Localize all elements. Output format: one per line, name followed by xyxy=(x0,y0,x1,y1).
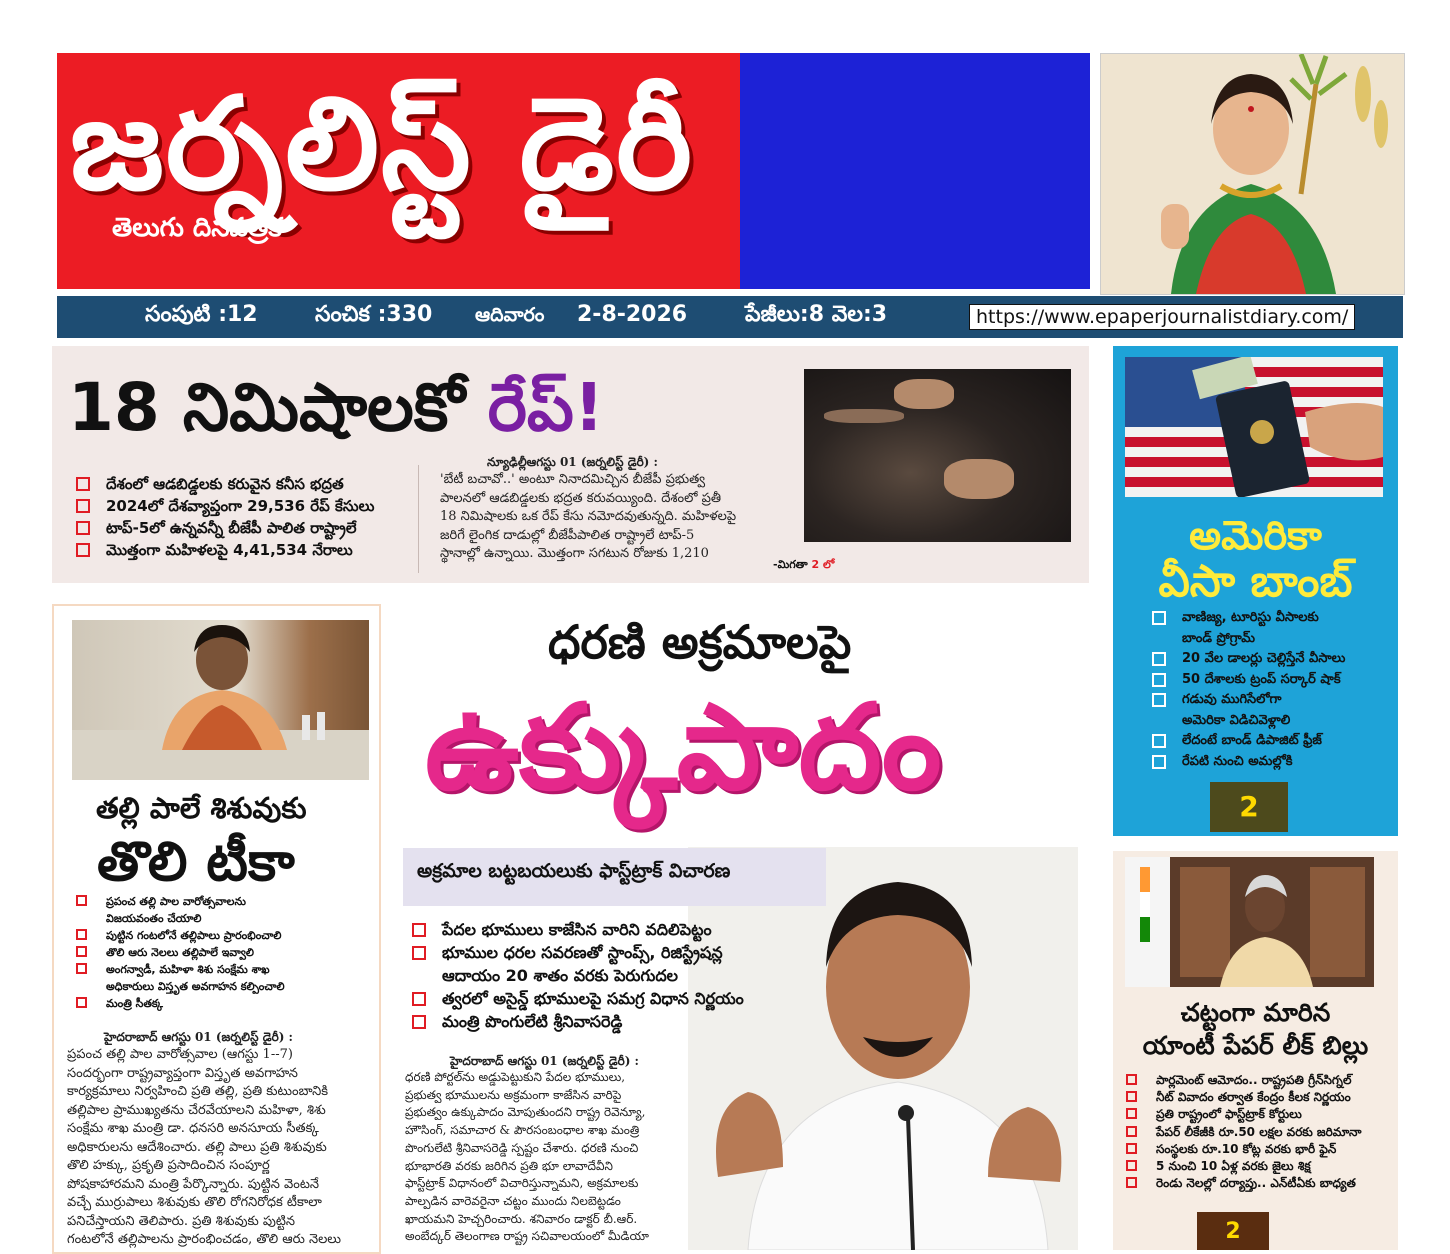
continued-note: -మిగతా 2 లో xyxy=(773,558,835,571)
visa-photo xyxy=(1125,357,1383,497)
list-item: అమెరికా విడిచివెళ్లాలి xyxy=(1182,712,1291,728)
issue-info-strip xyxy=(57,296,1403,338)
left-story-kicker: తల్లి పాలే శిశువుకు xyxy=(96,791,307,825)
sub-banner-text: అక్రమాల బట్టబయలుకు ఫాస్ట్‌ట్రాక్ విచారణ xyxy=(417,860,731,882)
list-item: రేపటి నుంచి అమల్లోకి xyxy=(1148,752,1345,773)
list-item: అంగన్వాడీ, మహిళా శిశు సంక్షేమ శాఖ xyxy=(72,961,285,978)
visa-page-badge: 2 xyxy=(1210,782,1288,832)
list-item: సంస్థలకు రూ.10 కోట్ల వరకు భారీ ఫైన్ xyxy=(1122,1141,1361,1158)
list-item: టాప్-5లో ఉన్నవన్నీ బీజేపీ పాలిత రాష్ట్రాలే xyxy=(72,517,374,539)
bullet-box-icon xyxy=(1152,611,1166,625)
list-item: 5 నుంచి 10 ఏళ్ల వరకు జైలు శిక్ష xyxy=(1122,1158,1361,1175)
top-story-body: 'బేటీ బచావో..' అంటూ నినాదమిచ్చిన బీజేపీ ప్రభుత్వ పాలనలో ఆడబిడ్డలకు భద్రత కరువయ్యింది. దేశంలో ప్రతీ 18 నిమిషాలకు ఒక రేప్ కేసు నమోదవుతున్నది. మహిళలపై జరిగే లైంగిక దాడుల్లో బీజేపీపాలిత రాష్ట్రాలే టాప్-5 స్థానాల్లో ఉన్నాయి. మొత్తంగా సగటున రోజుకు 1,210 xyxy=(440,472,737,561)
bullet-box-icon xyxy=(1126,1177,1137,1188)
newspaper-title: జర్నలిస్ట్ డైరీ xyxy=(70,70,695,219)
bullet-box-icon xyxy=(76,895,87,906)
list-item: పేదల భూములు కాజేసిన వారిని వదిలిపెట్టం xyxy=(408,918,744,941)
list-item: గడువు ముగిసేలోగా xyxy=(1148,690,1345,711)
list-item: పేపర్ లీకేజీకి రూ.50 లక్షల వరకు జరిమానా xyxy=(1122,1124,1361,1141)
pages-price-label: పేజీలు:8 వెల:3 xyxy=(745,302,888,327)
bullet-box-icon xyxy=(412,923,426,937)
list-item: బాండ్ ప్రోగ్రామ్ xyxy=(1182,630,1256,646)
bullet-box-icon xyxy=(76,499,90,513)
masthead-illustration xyxy=(1100,53,1405,295)
headline-text: 18 నిమిషాలకో xyxy=(68,369,488,446)
bullet-box-icon xyxy=(76,477,90,491)
bullet-box-icon xyxy=(1152,693,1166,707)
law-story-headline: చట్టంగా మారిన యాంటీ పేపర్ లీక్ బిల్లు xyxy=(1142,998,1369,1060)
arm-shape xyxy=(824,409,904,423)
bullet-box-icon xyxy=(76,543,90,557)
bullet-box-icon xyxy=(1126,1126,1137,1137)
headline-highlight: రేప్! xyxy=(487,369,604,446)
hand-shape xyxy=(894,379,954,409)
president-photo xyxy=(1125,857,1374,987)
top-story-headline xyxy=(68,363,604,453)
top-story-photo xyxy=(804,369,1071,542)
bullet-box-icon xyxy=(76,997,87,1008)
center-story-kicker: ధరణి అక్రమాలపై xyxy=(548,615,852,669)
bullet-box-icon xyxy=(76,946,87,957)
bullet-box-icon xyxy=(1126,1160,1137,1171)
website-url-link[interactable]: https://www.epaperjournalistdiary.com/ xyxy=(969,304,1355,330)
law-page-badge: 2 xyxy=(1197,1212,1269,1250)
list-item: 20 వేల డాలర్లు చెల్లిస్తేనే వీసాలు xyxy=(1148,649,1345,670)
bullet-box-icon xyxy=(76,929,87,940)
bullet-box-icon xyxy=(1152,734,1166,748)
left-story-headline: తొలి టీకా xyxy=(97,830,295,893)
law-story-bullets xyxy=(1122,1072,1361,1192)
list-item: లేదంటే బాండ్ డిపాజిట్ ఫ్రీజ్ xyxy=(1148,731,1345,752)
list-item: రెండు నెలల్లో దర్యాప్తు.. ఎన్‌టీఏకు బాధ్యత xyxy=(1122,1175,1361,1192)
center-story-bullets xyxy=(408,918,744,1033)
list-item: విజయవంతం చేయాలి xyxy=(106,912,202,925)
newspaper-subtitle: తెలుగు దినపత్రిక xyxy=(112,213,282,243)
visa-story-headline: అమెరికా వీసా బాంబ్ xyxy=(1158,513,1353,607)
center-story-body: ధరణి పోర్టల్‌ను అడ్డుపెట్టుకుని పేదల భూములు, ప్రభుత్వ భూములను అక్రమంగా కాజేసిన వారిపై ప్రభుత్వం ఉక్కుపాదం మోపుతుందని రాష్ట్ర రెవెన్యూ, హౌసింగ్, సమాచార & పౌరసంబంధాల శాఖ మంత్రి పొంగులేటి శ్రీనివాసరెడ్డి స్పష్టం చేశారు. ధరణి నుంచి భూభారతి వరకు జరిగిన ప్రతి భూ లావాదేవీని ఫాస్ట్‌ట్రాక్ విధానంలో విచారిస్తున్నామని, అక్రమాలకు పాల్పడిన వారెవరైనా చట్టం ముందు నిలబెట్టడం ఖాయమని హెచ్చరించారు. శనివారం డాక్టర్ బీ.ఆర్. అంబేద్కర్ తెలంగాణ రాష్ట్ర సచివాలయంలో మీడియా xyxy=(405,1070,649,1244)
bullet-box-icon xyxy=(412,946,426,960)
list-item: పుట్టిన గంటలోనే తల్లిపాలు ప్రారంభించాలి xyxy=(72,927,285,944)
day-label: ఆదివారం xyxy=(475,304,545,326)
left-story-bullets xyxy=(72,893,285,1012)
goddess-illustration-icon xyxy=(1101,54,1404,294)
bullet-box-icon xyxy=(1126,1143,1137,1154)
list-item: ప్రతి రాష్ట్రంలో ఫాస్ట్‌ట్రాక్ కోర్టులు xyxy=(1122,1106,1361,1123)
center-story-dateline: హైదరాబాద్ ఆగస్టు 01 (జర్నలిస్ట్ డైరీ) : xyxy=(450,1054,639,1068)
minister-photo xyxy=(72,620,369,780)
column-divider xyxy=(418,465,419,573)
list-item: మంత్రి సీతక్క xyxy=(72,995,285,1012)
list-item: దేశంలో ఆడబిడ్డలకు కరువైన కనీస భద్రత xyxy=(72,473,374,495)
issue-label: సంచిక :330 xyxy=(315,302,433,327)
bullet-box-icon xyxy=(76,521,90,535)
bullet-box-icon xyxy=(1126,1108,1137,1119)
bullet-box-icon xyxy=(1126,1091,1137,1102)
list-item: వాణిజ్య, టూరిస్టు వీసాలకు xyxy=(1148,608,1345,629)
minister-illustration-icon xyxy=(72,620,369,780)
minister-ponguleti-photo xyxy=(688,847,1078,1250)
list-item: తొలి ఆరు నెలలు తల్లిపాలే ఇవ్వాలి xyxy=(72,944,285,961)
hand-shape xyxy=(944,459,1014,499)
list-item: ప్రపంచ తల్లి పాల వారోత్సవాలను xyxy=(72,893,285,910)
list-item: మొత్తంగా మహిళలపై 4,41,534 నేరాలు xyxy=(72,539,374,561)
bullet-box-icon xyxy=(1152,755,1166,769)
list-item: నీట్ వివాదం తర్వాత కేంద్రం కీలక నిర్ణయం xyxy=(1122,1089,1361,1106)
bullet-box-icon xyxy=(412,992,426,1006)
passport-flag-illustration-icon xyxy=(1125,357,1383,497)
minister-speaking-illustration-icon xyxy=(688,847,1078,1250)
left-story-dateline: హైదరాబాద్ ఆగస్టు 01 (జర్నలిస్ట్ డైరీ) : xyxy=(104,1030,293,1044)
list-item: 50 దేశాలకు ట్రంప్ సర్కార్ షాక్ xyxy=(1148,670,1345,691)
list-item: త్వరలో అసైన్డ్ భూములపై సమగ్ర విధాన నిర్ణయం xyxy=(408,987,744,1010)
center-story-headline: ఉక్కుపాదం xyxy=(425,678,942,816)
volume-label: సంపుటి :12 xyxy=(145,302,258,327)
list-item: అధికారులు విస్తృత అవగాహన కల్పించాలి xyxy=(106,980,285,993)
bullet-box-icon xyxy=(1152,673,1166,687)
list-item: 2024లో దేశవ్యాప్తంగా 29,536 రేప్ కేసులు xyxy=(72,495,374,517)
date-label: 2-8-2026 xyxy=(577,302,688,327)
left-story-body: ప్రపంచ తల్లి పాల వారోత్సవాల (ఆగస్టు 1--7) సందర్భంగా రాష్ట్రవ్యాప్తంగా విస్తృత అవగాహన కార్యక్రమాలు నిర్వహించి ప్రతి తల్లి, ప్రతి కుటుంబానికి తల్లిపాల ప్రాముఖ్యతను చేరవేయాలని మహిళా, శిశు సంక్షేమ శాఖ మంత్రి డా. ధనసరి అనసూయ సీతక్క అధికారులను ఆదేశించారు. తల్లి పాలు ప్రతి శిశువుకు తొలి హక్కు, ప్రకృతి ప్రసాదించిన సంపూర్ణ పోషకాహారమని మంత్రి పేర్కొన్నారు. పుట్టిన వెంటనే వచ్చే ముర్రుపాలు శిశువుకు తొలి రోగనిరోధక టీకాలా పనిచేస్తాయని తెలిపారు. ప్రతి శిశువుకు పుట్టిన గంటలోనే తల్లిపాలను ప్రారంభించడం, తొలి ఆరు నెలలు xyxy=(67,1047,342,1247)
bullet-box-icon xyxy=(412,1015,426,1029)
top-story-bullets xyxy=(72,473,374,561)
list-item: పార్లమెంట్ ఆమోదం.. రాష్ట్రపతి గ్రీన్‌సిగ్నల్ xyxy=(1122,1072,1361,1089)
list-item: భూముల ధరల సవరణతో స్టాంప్స్, రిజిస్ట్రేషన్ల xyxy=(408,941,744,964)
list-item: ఆదాయం 20 శాతం వరకు పెరుగుదల xyxy=(442,966,678,985)
bullet-box-icon xyxy=(1126,1074,1137,1085)
list-item: మంత్రి పొంగులేటి శ్రీనివాసరెడ్డి xyxy=(408,1010,744,1033)
visa-story-bullets xyxy=(1148,608,1345,772)
bullet-box-icon xyxy=(76,963,87,974)
president-illustration-icon xyxy=(1125,857,1374,987)
top-story-dateline: న్యూఢిల్లీఆగస్టు 01 (జర్నలిస్ట్ డైరీ) : xyxy=(487,455,658,469)
bullet-box-icon xyxy=(1152,652,1166,666)
